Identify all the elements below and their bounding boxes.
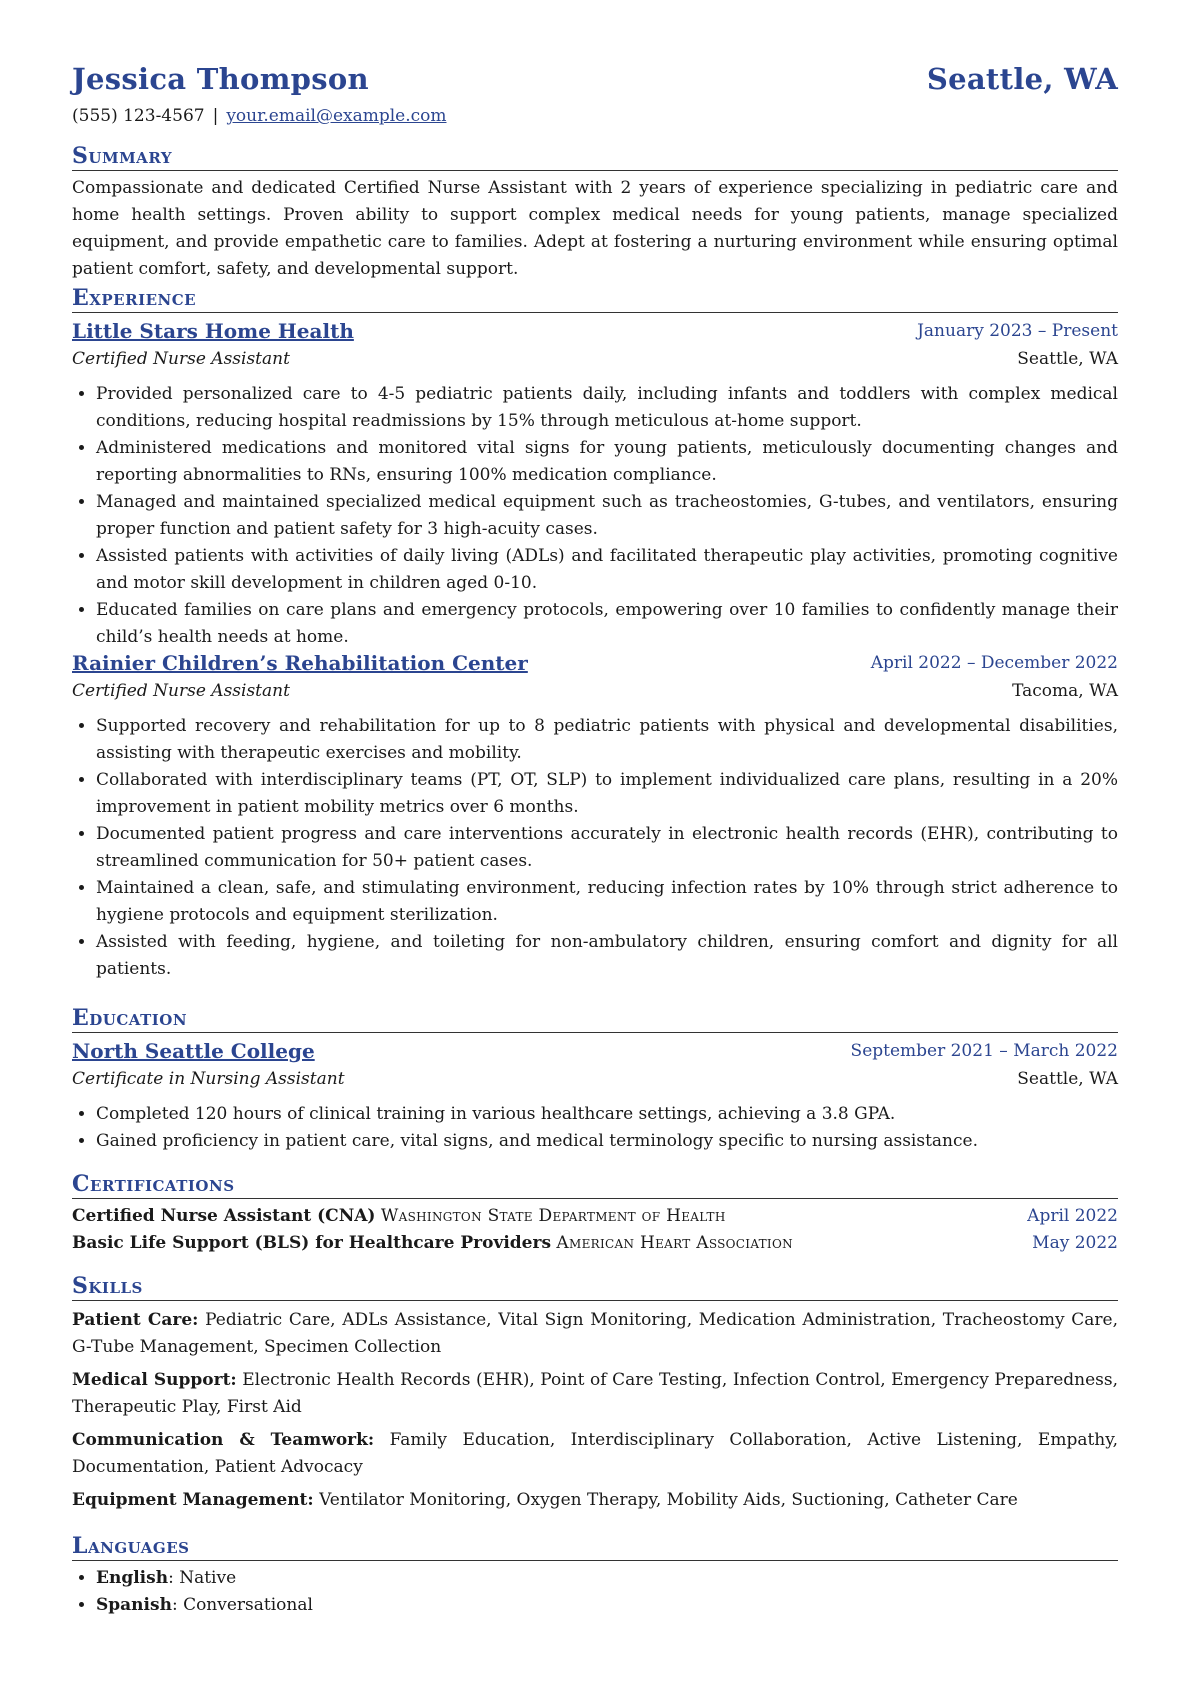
summary-text: Compassionate and dedicated Certified Nurse Assistant with 2 years of experience specializing in pediatric care and home health settings. Proven ability to support complex medical needs for young patients, manage specialized equipment, and provide empathetic care to families. Adept at fostering a nurturing environment while ensuring optimal patient comfort, safety, and developmental support.	[72, 178, 1118, 279]
certifications-section	[72, 1170, 1118, 1257]
candidate-location: Seattle, WA	[926, 62, 1118, 96]
cert-issuer: American Heart Association	[556, 1233, 793, 1253]
bullet-item: • Gained proficiency in patient care, vital signs, and medical terminology specific to nursing assistance.	[96, 1128, 1118, 1155]
job-bullets	[72, 381, 1118, 651]
cert-row	[72, 1230, 1118, 1257]
candidate-name: Jessica Thompson	[72, 62, 369, 96]
skill-list: Pediatric Care, ADLs Assistance, Vital Sign Monitoring, Medication Administration, Tracheostomy Care, G-Tube Management, Specimen Collection	[72, 1310, 1118, 1357]
job-location: Tacoma, WA	[1012, 681, 1118, 701]
section-title-certifications: Certifications	[72, 1170, 1118, 1199]
education-section	[72, 1004, 1118, 1155]
bullet-item: • Managed and maintained specialized medical equipment such as tracheostomies, G-tubes, and ventilators, ensuring proper function and patient safety for 3 high-acuity cases.	[96, 489, 1118, 543]
languages-list	[72, 1565, 1118, 1619]
job-entry	[72, 317, 1118, 651]
job-title: Certified Nurse Assistant	[72, 349, 290, 369]
skill-group	[72, 1427, 1118, 1481]
education-location: Seattle, WA	[1017, 1069, 1118, 1089]
job-title: Certified Nurse Assistant	[72, 681, 290, 701]
skill-label: Medical Support:	[72, 1370, 237, 1390]
language-item	[96, 1592, 1118, 1619]
skill-label: Communication & Teamwork:	[72, 1430, 375, 1450]
languages-section	[72, 1532, 1118, 1619]
section-title-summary: Summary	[72, 142, 1118, 171]
bullet-item: • Documented patient progress and care interventions accurately in electronic health records (EHR), contributing to streamlined communication for 50+ patient cases.	[96, 821, 1118, 875]
bullet-item: • Administered medications and monitored vital signs for young patients, meticulously documenting changes and reporting abnormalities to RNs, ensuring 100% medication compliance.	[96, 435, 1118, 489]
skill-list: Electronic Health Records (EHR), Point of Care Testing, Infection Control, Emergency Preparedness, Therapeutic Play, First Aid	[72, 1370, 1118, 1417]
employer-name[interactable]: Little Stars Home Health	[72, 319, 354, 343]
job-dates: January 2023 – Present	[917, 321, 1118, 341]
job-location: Seattle, WA	[1017, 349, 1118, 369]
language-level: : Native	[168, 1568, 237, 1588]
skill-group	[72, 1487, 1118, 1514]
contact-line	[72, 106, 447, 126]
skill-label: Equipment Management:	[72, 1490, 314, 1510]
section-title-languages: Languages	[72, 1532, 1118, 1561]
bullet-item: • Assisted with feeding, hygiene, and toileting for non-ambulatory children, ensuring comfort and dignity for all patients.	[96, 929, 1118, 983]
experience-section	[72, 284, 1118, 983]
language-level: : Conversational	[171, 1595, 313, 1615]
language-name: English	[96, 1568, 169, 1588]
bullet-item: • Collaborated with interdisciplinary teams (PT, OT, SLP) to implement individualized care plans, resulting in a 20% improvement in patient mobility metrics over 6 months.	[96, 767, 1118, 821]
cert-name: Certified Nurse Assistant (CNA)	[72, 1206, 376, 1226]
job-dates: April 2022 – December 2022	[870, 653, 1118, 673]
section-title-experience: Experience	[72, 284, 1118, 313]
school-name[interactable]: North Seattle College	[72, 1039, 315, 1063]
job-bullets	[72, 713, 1118, 983]
bullet-item: • Educated families on care plans and emergency protocols, empowering over 10 families to confidently manage their child’s health needs at home.	[96, 597, 1118, 651]
cert-name: Basic Life Support (BLS) for Healthcare Providers	[72, 1233, 552, 1253]
education-entry	[72, 1037, 1118, 1155]
cert-date: May 2022	[1032, 1233, 1118, 1253]
education-dates: September 2021 – March 2022	[850, 1041, 1118, 1061]
summary-section	[72, 142, 1118, 283]
section-title-skills: Skills	[72, 1272, 1118, 1301]
employer-name[interactable]: Rainier Children’s Rehabilitation Center	[72, 651, 528, 675]
skill-list: Ventilator Monitoring, Oxygen Therapy, Mobility Aids, Suctioning, Catheter Care	[319, 1490, 1018, 1510]
education-bullets	[72, 1101, 1118, 1155]
language-name: Spanish	[96, 1595, 172, 1615]
phone-number: (555) 123-4567	[72, 106, 205, 126]
skill-group	[72, 1367, 1118, 1421]
job-entry	[72, 649, 1118, 983]
bullet-item: • Completed 120 hours of clinical training in various healthcare settings, achieving a 3.8 GPA.	[96, 1101, 1118, 1128]
skill-group	[72, 1307, 1118, 1361]
email-link[interactable]: your.email@example.com	[226, 106, 447, 126]
skill-label: Patient Care:	[72, 1310, 199, 1330]
skills-section	[72, 1272, 1118, 1514]
cert-issuer: Washington State Department of Health	[380, 1206, 726, 1226]
contact-separator: |	[212, 106, 219, 126]
cert-date: April 2022	[1027, 1206, 1118, 1226]
bullet-item: • Supported recovery and rehabilitation for up to 8 pediatric patients with physical and developmental disabilities, assisting with therapeutic exercises and mobility.	[96, 713, 1118, 767]
bullet-item: • Provided personalized care to 4-5 pediatric patients daily, including infants and toddlers with complex medical conditions, reducing hospital readmissions by 15% through meticulous at-home support.	[96, 381, 1118, 435]
cert-row	[72, 1203, 1118, 1230]
bullet-item: • Assisted patients with activities of daily living (ADLs) and facilitated therapeutic play activities, promoting cognitive and motor skill development in children aged 0-10.	[96, 543, 1118, 597]
degree-title: Certificate in Nursing Assistant	[72, 1069, 345, 1089]
bullet-item: • Maintained a clean, safe, and stimulating environment, reducing infection rates by 10% through strict adherence to hygiene protocols and equipment sterilization.	[96, 875, 1118, 929]
section-title-education: Education	[72, 1004, 1118, 1033]
language-item	[96, 1565, 1118, 1592]
skill-list: Family Education, Interdisciplinary Collaboration, Active Listening, Empathy, Documentation, Patient Advocacy	[72, 1430, 1118, 1477]
